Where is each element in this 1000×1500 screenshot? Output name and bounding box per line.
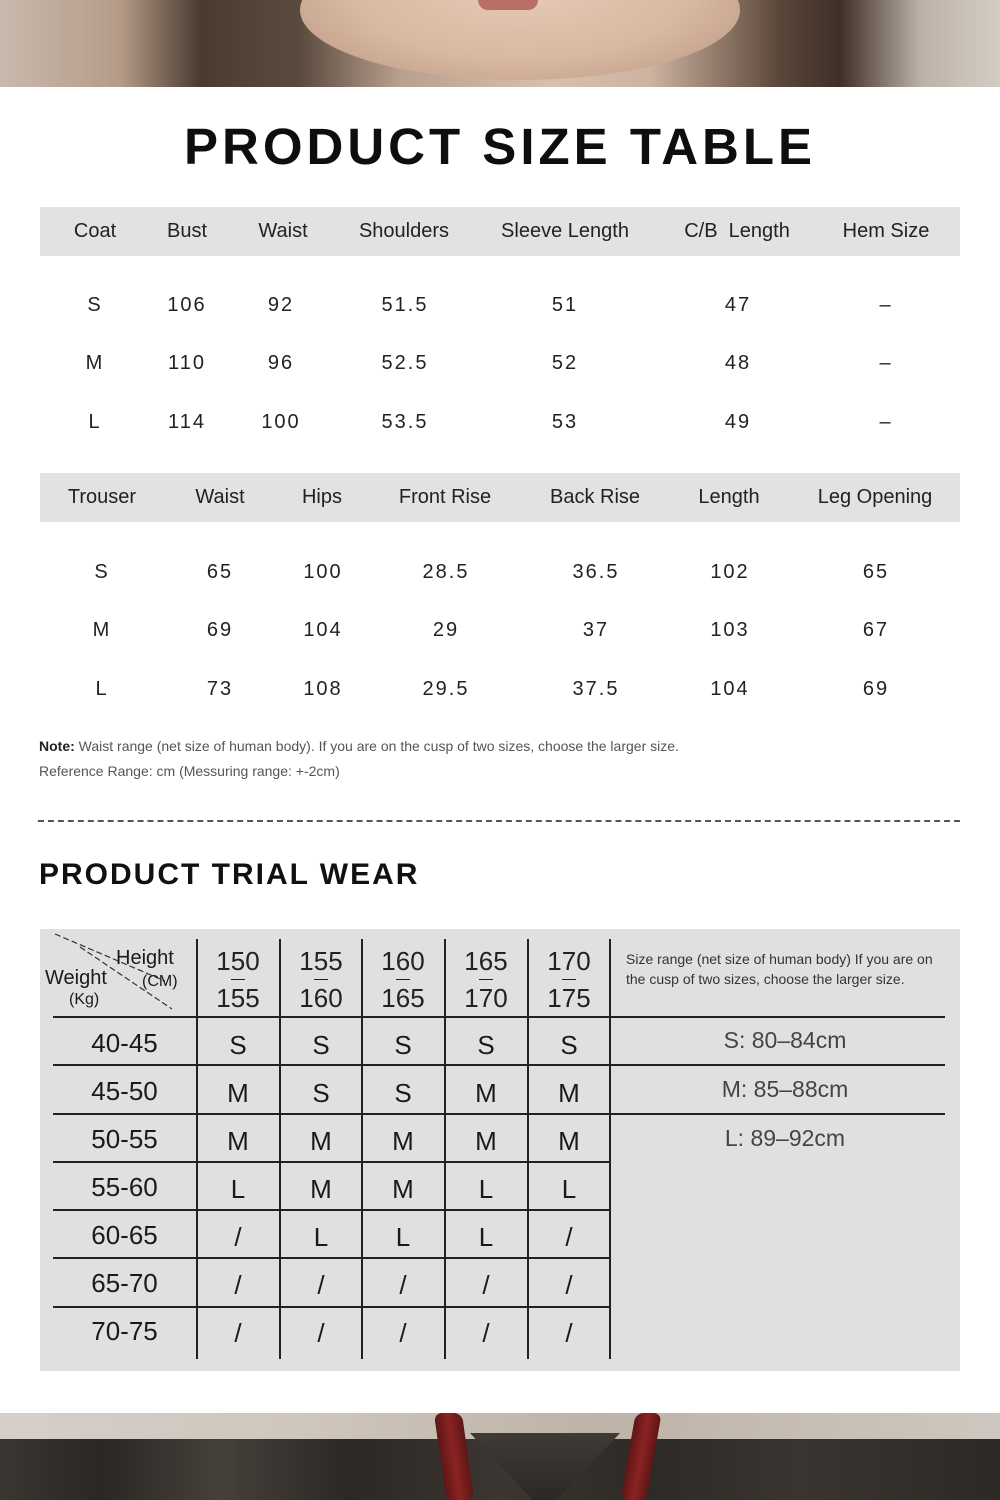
height-unit: (CM) [142,973,178,990]
size-cell: S [229,1030,247,1060]
table-cell: 29 [432,619,460,641]
table-cell: 37.5 [572,678,620,700]
table-cell: S [87,294,103,316]
table-cell: 28.5 [422,561,470,583]
grid-line [53,1306,610,1308]
table-cell: S [94,561,110,583]
coat-header-cell: Bust [166,220,208,242]
size-cell: L [478,1222,494,1252]
size-cell: / [234,1270,242,1300]
size-cell: S [560,1030,578,1060]
table-cell: 65 [862,561,890,583]
table-cell: 103 [710,619,750,641]
size-cell: L [230,1174,246,1204]
size-range-s: S: 80–84cm [723,1027,847,1053]
size-cell: / [317,1270,325,1300]
height-range-header: 150 155 [216,946,260,1013]
trouser-header-cell: Hips [301,486,343,508]
table-cell: 49 [724,411,752,433]
table-cell: 108 [303,678,343,700]
size-cell: M [310,1126,332,1156]
grid-line [53,1209,610,1211]
coat-lapel [470,1433,620,1500]
table-cell: 37 [582,619,610,641]
weight-unit: (Kg) [69,991,100,1008]
table-cell: 52.5 [381,352,429,374]
grid-line [53,1064,945,1066]
size-cell: S [477,1030,495,1060]
size-cell: L [478,1174,494,1204]
table-cell: L [88,411,102,433]
trouser-table-header [40,473,960,522]
coat-table-header [40,207,960,256]
trouser-header-cell: Back Rise [549,486,641,508]
table-cell: M [85,352,105,374]
table-cell: 52 [551,352,579,374]
height-range-header: 160 165 [381,946,425,1013]
range-dash [396,979,410,980]
note-label: Note: [39,738,75,754]
height-range-header: 165 170 [464,946,508,1013]
grid-line [53,1257,610,1259]
height-range-header: 170 175 [547,946,591,1013]
range-dash [562,979,576,980]
table-cell: 100 [261,411,301,433]
table-cell: 51 [551,294,579,316]
coat-header-cell: Shoulders [358,220,450,242]
size-range-l: L: 89–92cm [724,1125,846,1151]
table-cell: – [879,411,893,433]
weight-range-label: 40-45 [91,1028,158,1058]
trouser-table-row [40,561,960,591]
table-cell: 104 [710,678,750,700]
size-cell: L [395,1222,411,1252]
weight-range-label: 55-60 [91,1172,158,1202]
trouser-table-row [40,619,960,649]
size-cell: / [565,1270,573,1300]
size-cell: L [313,1222,329,1252]
table-cell: 53.5 [381,411,429,433]
coat-header-cell: C/B Length [684,220,790,242]
size-cell: M [475,1078,497,1108]
range-dash [479,979,493,980]
model-lip [478,0,538,10]
trouser-header-cell: Waist [195,486,245,508]
size-cell: / [565,1222,573,1252]
trial-wear-title: PRODUCT TRIAL WEAR [39,858,420,891]
range-dash [314,979,328,980]
size-cell: M [392,1174,414,1204]
coat-header-cell: Hem Size [842,220,930,242]
height-label: Height [116,947,174,969]
height-range-header: 155 160 [299,946,343,1013]
size-cell: S [312,1030,330,1060]
table-cell: 53 [551,411,579,433]
reference-note: Reference Range: cm (Messuring range: +-2cm) [39,763,340,779]
table-cell: 102 [710,561,750,583]
table-cell: 110 [168,352,206,374]
table-cell: 114 [168,411,206,433]
size-cell: S [394,1078,412,1108]
size-cell: / [399,1318,407,1348]
trouser-header-cell: Front Rise [398,486,492,508]
bottom-photo [0,1413,1000,1500]
table-cell: 36.5 [572,561,620,583]
size-cell: M [558,1126,580,1156]
model-chin [300,0,740,80]
table-cell: 73 [206,678,234,700]
size-cell: M [310,1174,332,1204]
trouser-table-row [40,678,960,708]
top-photo [0,0,1000,87]
table-cell: 67 [862,619,890,641]
size-cell: S [394,1030,412,1060]
grid-line [53,1113,945,1115]
table-cell: M [92,619,112,641]
coat-table-row [40,411,960,441]
section-divider [38,820,960,822]
table-cell: 65 [206,561,234,583]
weight-range-label: 70-75 [91,1316,158,1346]
size-note [39,738,679,754]
table-cell: 48 [724,352,752,374]
weight-range-label: 50-55 [91,1124,158,1154]
coat-table-row [40,352,960,382]
size-cell: M [227,1078,249,1108]
size-cell: L [561,1174,577,1204]
size-cell: / [482,1270,490,1300]
size-cell: / [565,1318,573,1348]
table-cell: – [879,352,893,374]
coat-header-cell: Sleeve Length [501,220,629,242]
size-range-m: M: 85–88cm [721,1076,849,1102]
weight-label: Weight [45,967,107,989]
size-cell: M [392,1126,414,1156]
range-dash [231,979,245,980]
table-cell: 106 [167,294,207,316]
coat-header-cell: Coat [73,220,117,242]
note-text: Waist range (net size of human body). If you are on the cusp of two sizes, choose the larger size. [74,738,679,754]
coat-table-row [40,294,960,324]
table-cell: 51.5 [381,294,429,316]
table-cell: 69 [206,619,234,641]
weight-range-label: 45-50 [91,1076,158,1106]
table-cell: 96 [267,352,295,374]
size-cell: M [475,1126,497,1156]
weight-range-label: 65-70 [91,1268,158,1298]
size-cell: / [234,1222,242,1252]
trouser-header-cell: Trouser [67,486,137,508]
trouser-header-cell: Leg Opening [817,486,933,508]
size-cell: / [482,1318,490,1348]
table-cell: 47 [724,294,752,316]
size-cell: / [399,1270,407,1300]
size-cell: / [317,1318,325,1348]
table-cell: 92 [267,294,295,316]
table-cell: 69 [862,678,890,700]
size-cell: S [312,1078,330,1108]
size-range-note: Size range (net size of human body) If you are on the cusp of two sizes, choose the larger size. [626,951,933,987]
size-cell: M [227,1126,249,1156]
table-cell: – [879,294,893,316]
table-cell: 29.5 [422,678,470,700]
trial-wear-table [40,929,960,1371]
table-cell: 100 [303,561,343,583]
table-cell: L [95,678,109,700]
coat-header-cell: Waist [258,220,308,242]
grid-line [53,1016,945,1018]
grid-line [53,1161,610,1163]
size-cell: / [234,1318,242,1348]
weight-range-label: 60-65 [91,1220,158,1250]
size-cell: M [558,1078,580,1108]
page-title: PRODUCT SIZE TABLE [183,118,817,175]
trouser-header-cell: Length [698,486,760,508]
table-cell: 104 [303,619,343,641]
